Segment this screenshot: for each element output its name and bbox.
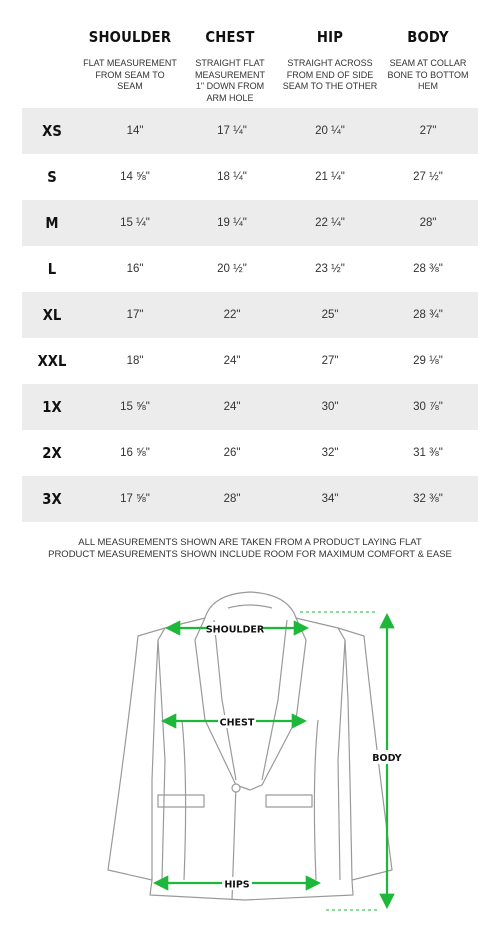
desc-line: FLAT MEASUREMENT [83,58,177,68]
measurement-cell-chest: 18 ¼" [217,171,247,183]
desc-line: SEAM AT COLLAR [389,58,467,68]
measurement-cell-shoulder: 16 ⅝" [120,447,150,459]
column-desc-body [378,58,478,93]
right-dart [314,720,318,880]
measurement-cell-shoulder: 14" [126,125,144,137]
desc-line: FROM END OF SIDE [286,69,374,80]
measurement-cell-shoulder: 15 ¼" [120,217,150,229]
measurement-cell-shoulder: 17" [126,309,144,321]
size-label: S [47,168,57,186]
column-desc-chest [180,58,280,104]
column-title-body: BODY [407,28,449,46]
desc-line: STRAIGHT ACROSS [287,58,373,68]
desc-line: HEM [418,81,438,91]
measurement-cell-shoulder: 15 ⅝" [120,401,150,413]
right-armhole-seam [338,640,345,880]
right-lapel-inner [262,620,287,780]
column-desc-hip [280,58,380,93]
measurement-cell-body: 31 ⅜" [413,447,443,459]
column-desc-shoulder [80,58,180,93]
note-line: PRODUCT MEASUREMENTS SHOWN INCLUDE ROOM FOR MAXIMUM COMFORT & EASE [48,549,452,560]
measurement-cell-hip: 25" [321,309,339,321]
left-armhole-seam [158,640,165,880]
measurement-cell-hip: 21 ¼" [315,171,345,183]
note-line: ALL MEASUREMENTS SHOWN ARE TAKEN FROM A PRODUCT LAYING FLAT [78,537,422,548]
measurement-cell-chest: 24" [223,355,241,367]
size-label: 3X [42,490,62,508]
size-label: 2X [42,444,62,462]
size-table [22,108,478,522]
right-lapel [250,618,306,790]
table-header [0,0,500,108]
table-row [22,476,478,522]
size-label: XXL [37,352,67,370]
desc-line: FROM SEAM TO [95,69,165,80]
measurement-cell-body: 32 ⅜" [413,493,443,505]
measurement-cell-chest: 17 ¼" [217,125,247,137]
desc-line: ARM HOLE [206,92,254,103]
measurement-cell-shoulder: 16" [126,263,144,275]
measurement-cell-shoulder: 18" [126,355,144,367]
column-title-hip: HIP [316,28,344,46]
measurement-cell-chest: 20 ½" [217,263,247,275]
desc-line: BONE TO BOTTOM [387,69,469,80]
right-body [245,618,353,900]
left-pocket [158,795,204,807]
measurement-cell-hip: 22 ¼" [315,217,345,229]
body-label: BODY [372,753,402,764]
jacket-diagram [0,580,500,938]
button-icon [232,784,240,792]
right-pocket [266,795,312,807]
jacket-outline [108,592,392,900]
size-label: XL [42,306,62,324]
table-row [22,200,478,246]
chest-label: CHEST [219,717,255,729]
measurement-cell-body: 29 ⅛" [413,355,443,367]
desc-line: MEASUREMENT [194,69,265,80]
measure-arrows [156,616,387,906]
jacket-illustration [0,580,500,938]
measurement-cell-hip: 20 ¼" [315,125,345,137]
measurement-cell-chest: 26" [223,447,241,459]
measurement-cell-body: 27" [419,125,437,137]
table-row [22,246,478,292]
left-lapel-inner [214,620,236,780]
collar-stitch [228,605,272,608]
size-label: L [47,260,57,278]
measurement-cell-body: 28 ⅜" [413,263,443,275]
desc-line: SEAM [117,81,143,91]
measurement-cell-chest: 24" [223,401,241,413]
measurement-cell-body: 28 ¾" [413,309,443,321]
column-title-shoulder: SHOULDER [88,28,172,46]
measurement-cell-chest: 22" [223,309,241,321]
measurement-cell-hip: 34" [321,493,339,505]
table-row [22,338,478,384]
size-label: 1X [42,398,62,416]
measurement-cell-hip: 32" [321,447,339,459]
size-label: M [45,214,59,232]
table-row [22,384,478,430]
measurement-cell-chest: 28" [223,493,241,505]
measurement-cell-body: 27 ½" [413,171,443,183]
table-row [22,154,478,200]
measurement-cell-body: 28" [419,217,437,229]
measurement-cell-hip: 27" [321,355,339,367]
table-row [22,292,478,338]
shoulder-label: SHOULDER [205,624,265,636]
desc-line: 1" DOWN FROM [195,81,265,91]
measurement-notes [0,537,500,561]
hips-label: HIPS [224,879,250,891]
measurement-cell-shoulder: 14 ⅝" [120,171,150,183]
desc-line: SEAM TO THE OTHER [282,81,378,91]
measurement-cell-chest: 19 ¼" [217,217,247,229]
measurement-cell-hip: 30" [321,401,339,413]
table-row [22,108,478,154]
measurement-cell-shoulder: 17 ⅝" [120,493,150,505]
desc-line: STRAIGHT FLAT [195,58,265,68]
table-row [22,430,478,476]
column-title-chest: CHEST [205,28,255,46]
measurement-cell-hip: 23 ½" [315,263,345,275]
size-label: XS [42,122,62,140]
left-dart [182,720,186,880]
measurement-cell-body: 30 ⅞" [413,401,443,413]
